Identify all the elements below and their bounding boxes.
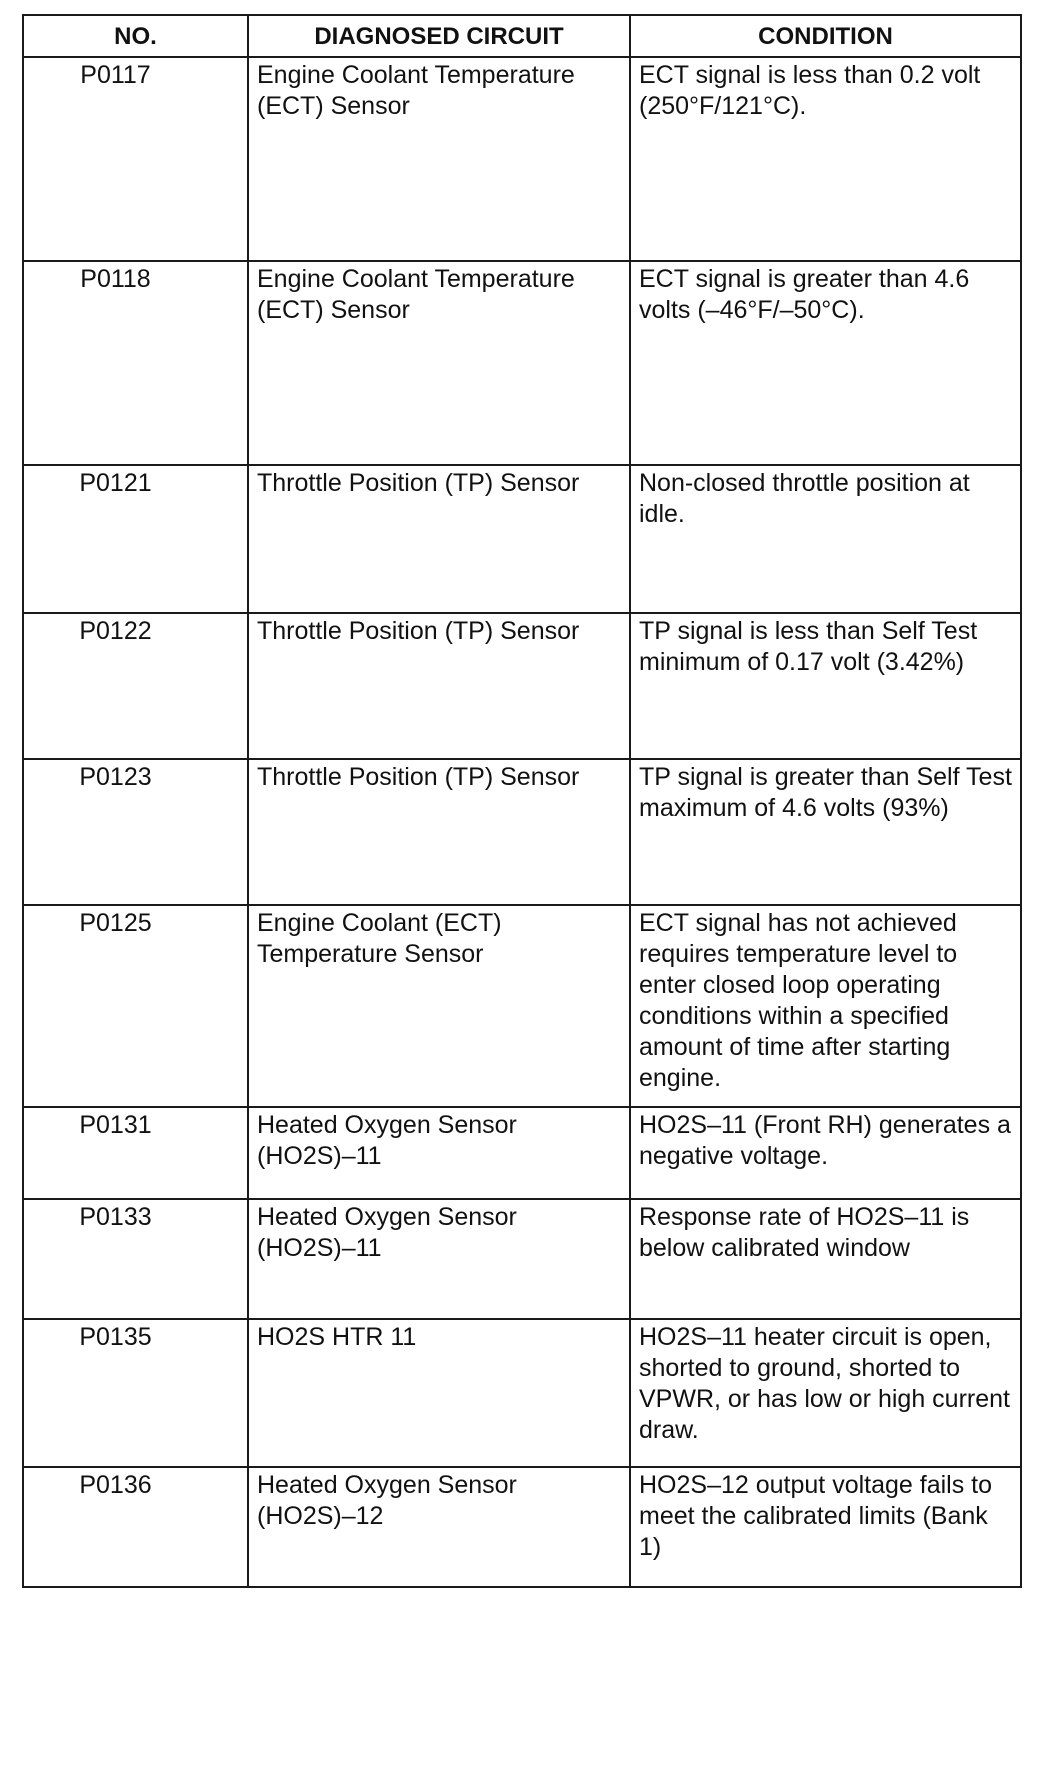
table-row: [23, 905, 1021, 1107]
condition-cell: HO2S–11 heater circuit is open, shorted to ground, shorted to VPWR, or has low or high current draw.: [630, 1319, 1021, 1467]
code-cell: P0133: [23, 1199, 248, 1319]
circuit-cell: Throttle Position (TP) Sensor: [248, 613, 630, 759]
code-cell: P0118: [23, 261, 248, 465]
table-row: [23, 613, 1021, 759]
code-cell: P0122: [23, 613, 248, 759]
table-row: [23, 759, 1021, 905]
table-row: [23, 1467, 1021, 1587]
header-condition: CONDITION: [630, 15, 1021, 57]
code-cell: P0135: [23, 1319, 248, 1467]
condition-cell: ECT signal is less than 0.2 volt (250°F/121°C).: [630, 57, 1021, 261]
code-cell: P0121: [23, 465, 248, 613]
code-cell: P0123: [23, 759, 248, 905]
condition-cell: Response rate of HO2S–11 is below calibrated window: [630, 1199, 1021, 1319]
table-row: [23, 1199, 1021, 1319]
table-row: [23, 1319, 1021, 1467]
condition-cell: HO2S–11 (Front RH) generates a negative voltage.: [630, 1107, 1021, 1199]
circuit-cell: Throttle Position (TP) Sensor: [248, 759, 630, 905]
header-diagnosed-circuit: DIAGNOSED CIRCUIT: [248, 15, 630, 57]
diagnostic-trouble-code-table: [22, 14, 1022, 1588]
condition-cell: TP signal is less than Self Test minimum of 0.17 volt (3.42%): [630, 613, 1021, 759]
circuit-cell: Heated Oxygen Sensor (HO2S)–11: [248, 1107, 630, 1199]
circuit-cell: HO2S HTR 11: [248, 1319, 630, 1467]
condition-cell: HO2S–12 output voltage fails to meet the calibrated limits (Bank 1): [630, 1467, 1021, 1587]
code-cell: P0131: [23, 1107, 248, 1199]
code-cell: P0125: [23, 905, 248, 1107]
circuit-cell: Engine Coolant (ECT) Temperature Sensor: [248, 905, 630, 1107]
header-row: [23, 15, 1021, 57]
header-no: NO.: [23, 15, 248, 57]
condition-cell: ECT signal has not achieved requires temperature level to enter closed loop operating conditions within a specified amount of time after starting engine.: [630, 905, 1021, 1107]
code-cell: P0136: [23, 1467, 248, 1587]
condition-cell: Non-closed throttle position at idle.: [630, 465, 1021, 613]
circuit-cell: Heated Oxygen Sensor (HO2S)–12: [248, 1467, 630, 1587]
code-cell: P0117: [23, 57, 248, 261]
circuit-cell: Engine Coolant Temperature (ECT) Sensor: [248, 261, 630, 465]
circuit-cell: Heated Oxygen Sensor (HO2S)–11: [248, 1199, 630, 1319]
table-row: [23, 57, 1021, 261]
condition-cell: TP signal is greater than Self Test maximum of 4.6 volts (93%): [630, 759, 1021, 905]
table-row: [23, 261, 1021, 465]
table-row: [23, 1107, 1021, 1199]
condition-cell: ECT signal is greater than 4.6 volts (–46°F/–50°C).: [630, 261, 1021, 465]
circuit-cell: Engine Coolant Temperature (ECT) Sensor: [248, 57, 630, 261]
table-row: [23, 465, 1021, 613]
circuit-cell: Throttle Position (TP) Sensor: [248, 465, 630, 613]
